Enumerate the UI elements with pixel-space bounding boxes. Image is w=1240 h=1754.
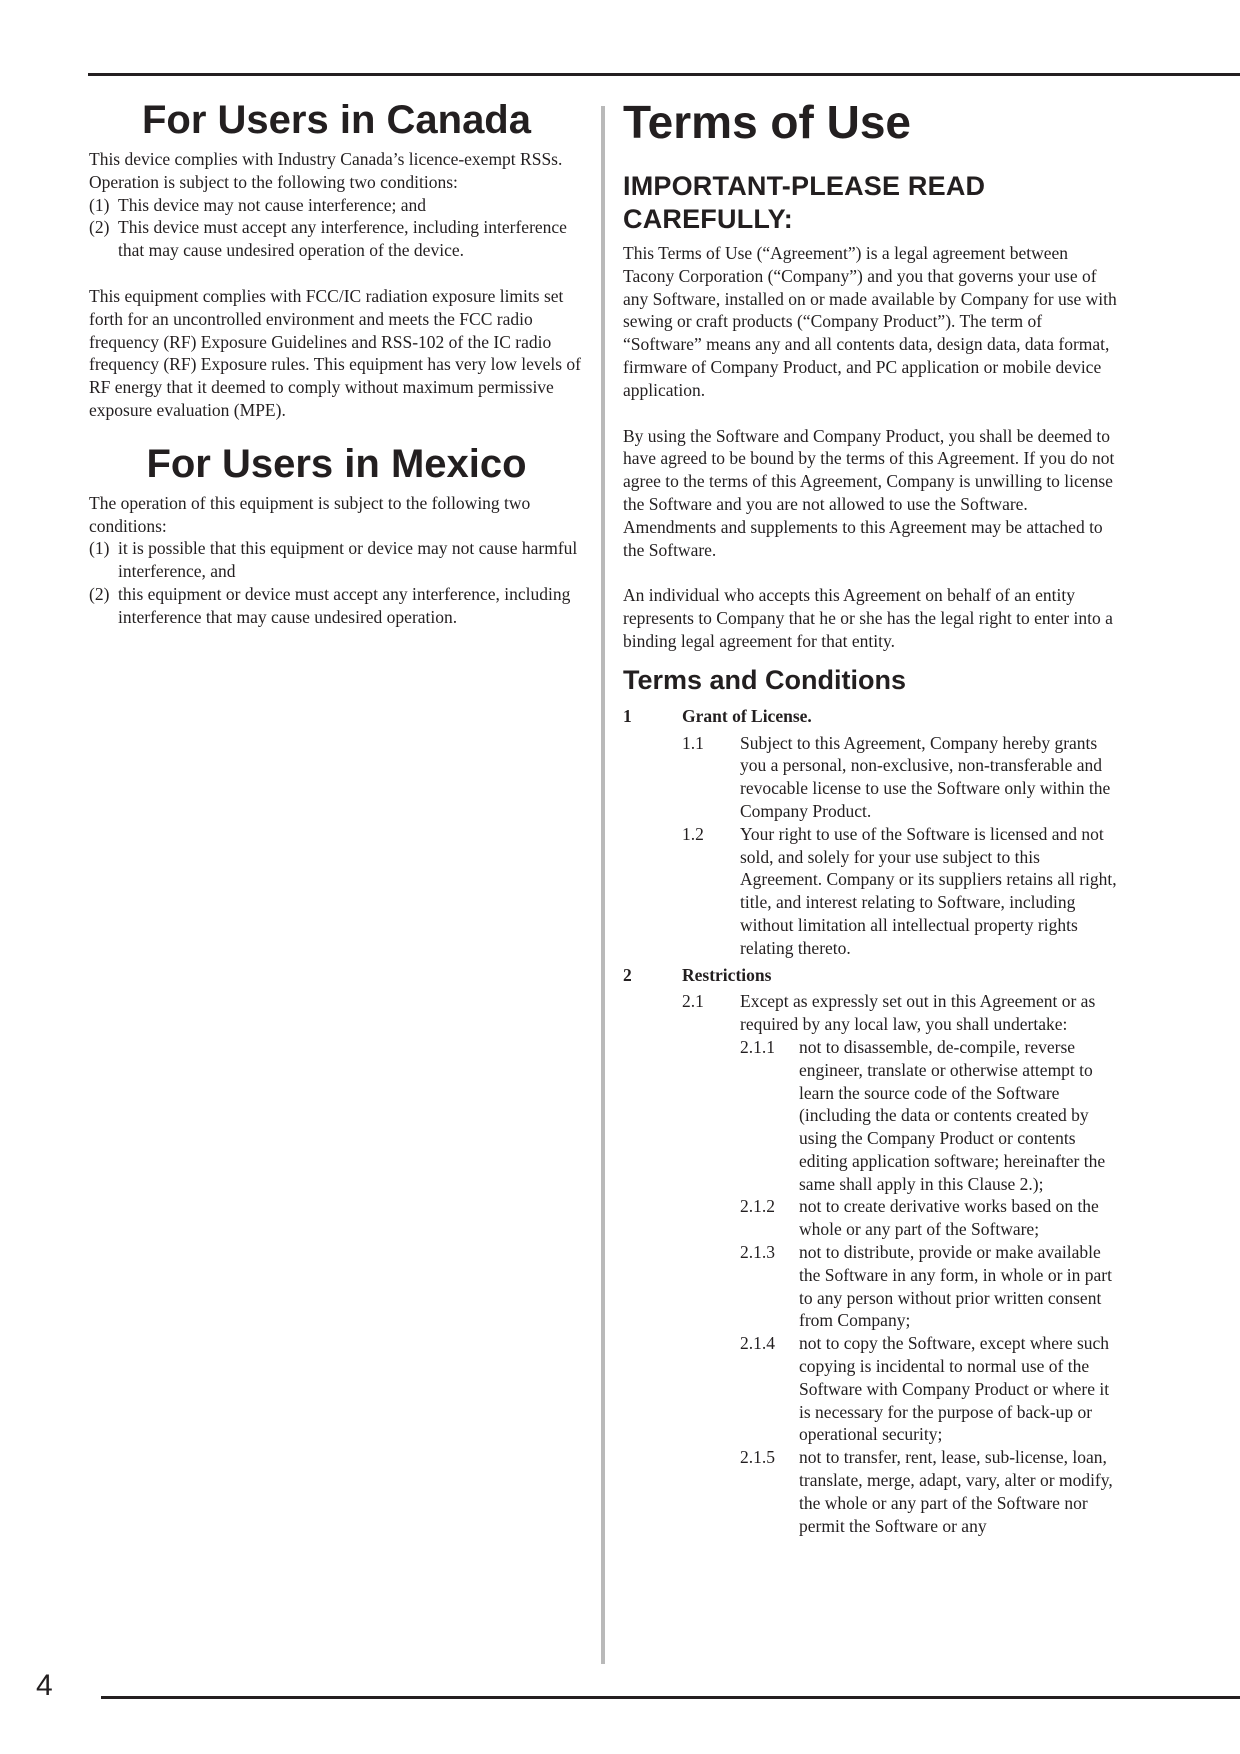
clause-subitem-text: not to distribute, provide or make available the Software in any form, in whole or in part to any person without prior written consent from Company; (799, 1242, 1112, 1331)
spacer (623, 561, 1123, 584)
clause-1 (623, 705, 1123, 960)
clause-item-text: Except as expressly set out in this Agreement or as required by any local law, you shall undertake: (740, 991, 1096, 1035)
clause-subitem-text: not to disassemble, de-compile, reverse engineer, translate or otherwise attempt to learn the source code of the Software (including the data or contents created by using the Company Product or contents editing application software; hereinafter the same shall apply in this Clause 2.); (799, 1036, 1106, 1194)
clause-title: Grant of License. (682, 705, 812, 726)
mexico-conditions (89, 537, 584, 628)
canada-heading: For Users in Canada (141, 98, 531, 142)
clause-title: Restrictions (682, 964, 772, 985)
column-divider (601, 106, 605, 1664)
mexico-intro: The operation of this equipment is subject to the following two conditions: (89, 492, 531, 536)
list-item (89, 583, 584, 629)
clause-item-number: 1.1 (682, 732, 704, 753)
clause-2 (623, 964, 1123, 1538)
agreement-paragraph: This Terms of Use (“Agreement”) is a legal agreement between Tacony Corporation (“Company”) and you that governs your use of any Software, installed on or made available by Company for use with sewing or craft products (“Company Product”). The term of “Software” means any and all contents data, design data, data format, firmware of Company Product, and PC application or mobile device application. (623, 243, 1117, 400)
clause-item (682, 823, 1123, 960)
clause-heading (623, 705, 1123, 728)
list-item (89, 537, 584, 583)
bottom-rule (101, 1696, 1240, 1699)
clause-subitem (740, 1241, 1123, 1332)
clause-subitem-number: 2.1.4 (740, 1333, 775, 1354)
important-heading-line1: IMPORTANT-PLEASE READ (623, 171, 986, 201)
clause-subitem-number: 2.1.5 (740, 1447, 775, 1468)
canada-intro: This device complies with Industry Canada’s licence-exempt RSSs. Operation is subject to the following two conditions: (89, 149, 563, 192)
consent-paragraph: By using the Software and Company Product, you shall be deemed to have agreed to be bound by the terms of this Agreement. If you do not agree to the terms of this Agreement, Company is unwilling to license the Software and you are not allowed to use the Software. Amendments and supplements to this Agreement may be attached to the Software. (623, 425, 1115, 560)
list-item (89, 194, 584, 217)
clause-subitem (740, 1036, 1123, 1196)
list-item-number: (2) (89, 583, 110, 604)
fcc-paragraph: This equipment complies with FCC/IC radiation exposure limits set forth for an uncontrolled environment and meets the FCC radio frequency (RF) Exposure Guidelines and RSS-102 of the IC radio frequency (RF) Exposure rules. This equipment has very low levels of RF energy that it deemed to comply without maximum permissive exposure evaluation (MPE). (89, 285, 581, 420)
clause-item-text: Your right to use of the Software is licensed and not sold, and solely for your use subject to this Agreement. Company or its suppliers retains all right, title, and interest relating to Software, including without limitation all intellectual property rights relating thereto. (740, 823, 1117, 958)
entity-paragraph: An individual who accepts this Agreement on behalf of an entity represents to Company that he or she has the legal right to enter into a binding legal agreement for that entity. (623, 585, 1113, 651)
clause-item-number: 2.1 (682, 991, 704, 1012)
list-item-text: This device may not cause interference; and (118, 194, 427, 215)
important-heading (623, 170, 1123, 236)
clause-subitem-number: 2.1.3 (740, 1242, 775, 1263)
page-number: 4 (36, 1669, 53, 1702)
terms-conditions-heading: Terms and Conditions (623, 664, 907, 695)
clause-subitem-number: 2.1.2 (740, 1196, 775, 1217)
clause-number: 2 (623, 964, 632, 985)
list-item-text: it is possible that this equipment or device may not cause harmful interference, and (118, 538, 578, 582)
clause-number: 1 (623, 705, 632, 726)
clause-subitem-text: not to copy the Software, except where such copying is incidental to normal use of the Software with Company Product or where it is necessary for the purpose of back-up or operational security; (799, 1333, 1110, 1445)
clause-subitem (740, 1195, 1123, 1241)
important-heading-line2: CAREFULLY: (623, 204, 793, 234)
clause-subitem-text: not to transfer, rent, lease, sub-license, loan, translate, merge, adapt, vary, alter or modify, the whole or any part of the Software nor permit the Software or any (799, 1447, 1113, 1536)
list-item-number: (2) (89, 217, 110, 238)
spacer (623, 402, 1123, 425)
clause-item (682, 732, 1123, 823)
left-column (89, 94, 584, 629)
clause-subitem (740, 1446, 1123, 1537)
clause-item (682, 990, 1123, 1036)
clause-item-number: 1.2 (682, 823, 704, 844)
right-column (623, 94, 1123, 1537)
list-item (89, 216, 584, 262)
list-item-text: this equipment or device must accept any interference, including interference that may cause undesired operation. (118, 583, 571, 627)
clause-subitem-number: 2.1.1 (740, 1036, 775, 1057)
list-item-number: (1) (89, 538, 110, 559)
list-item-number: (1) (89, 194, 110, 215)
clause-item-text: Subject to this Agreement, Company hereby grants you a personal, non-exclusive, non-transferable and revocable license to use the Software only within the Company Product. (740, 732, 1111, 821)
clause-subitem (740, 1332, 1123, 1446)
terms-heading: Terms of Use (623, 96, 912, 148)
list-item-text: This device must accept any interference, including interference that may cause undesired operation of the device. (118, 217, 567, 261)
spacer (89, 262, 584, 285)
mexico-heading: For Users in Mexico (146, 441, 527, 486)
canada-conditions (89, 194, 584, 262)
clause-heading (623, 964, 1123, 987)
top-rule (88, 73, 1240, 76)
clause-subitem-text: not to create derivative works based on the whole or any part of the Software; (799, 1196, 1099, 1240)
